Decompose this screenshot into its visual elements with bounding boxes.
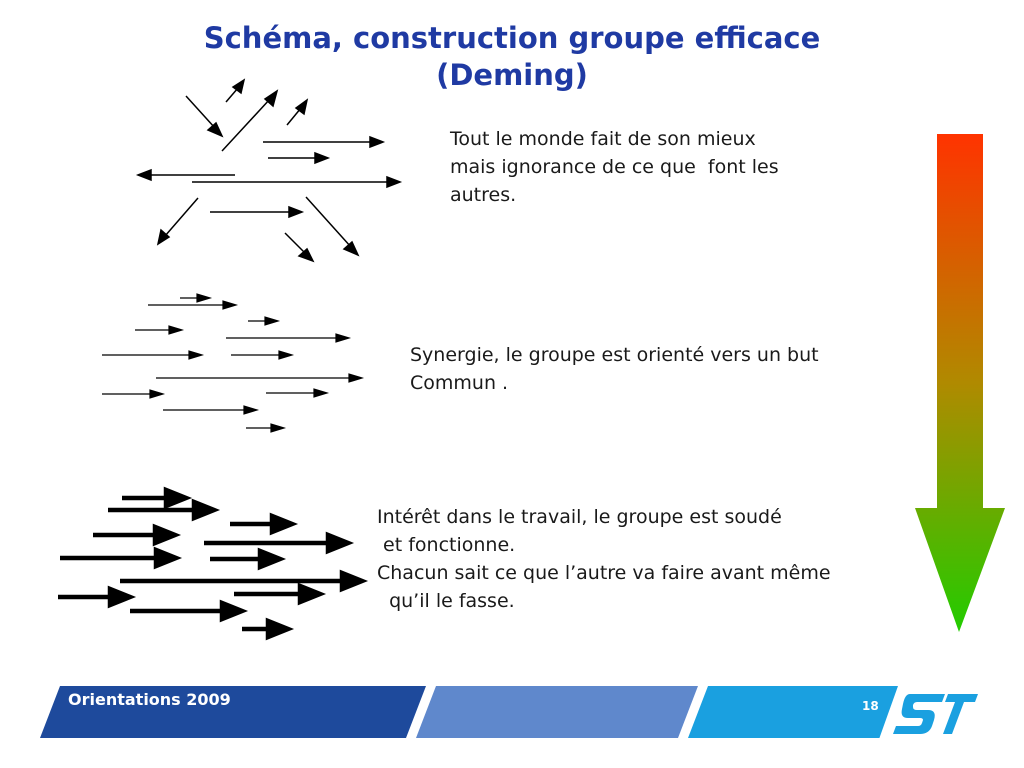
stage1-line: mais ignorance de ce que font les [450, 156, 779, 178]
scattered-arrow [138, 170, 235, 180]
bold-arrow [60, 550, 176, 566]
aligned-arrow [102, 351, 202, 359]
page-number: 18 [862, 699, 879, 713]
aligned-arrow [248, 317, 278, 325]
scattered-arrow [186, 96, 222, 136]
bold-arrow [210, 551, 280, 567]
aligned-arrow [266, 389, 327, 397]
scattered-arrow [306, 197, 358, 255]
bold-arrows-group [58, 490, 362, 637]
bold-arrow [93, 527, 175, 543]
scattered-arrow [210, 207, 302, 217]
aligned-arrow [180, 294, 210, 302]
scattered-arrow [285, 233, 313, 261]
progress-gradient-arrow [915, 134, 1005, 632]
stage3-line: Chacun sait ce que l’autre va faire avant même [377, 562, 831, 584]
scattered-arrow [226, 80, 244, 102]
stage3-line: Intérêt dans le travail, le groupe est soudé [377, 506, 782, 528]
bold-arrow [230, 516, 292, 532]
scattered-arrow [192, 177, 400, 187]
bold-arrow [122, 490, 186, 506]
bold-arrow [242, 621, 288, 637]
aligned-arrow [226, 334, 349, 342]
scattered-arrow [287, 100, 307, 125]
stage1-description [450, 125, 779, 209]
aligned-arrows-group [102, 294, 362, 432]
title-line-1: Schéma, construction groupe efficace [203, 21, 821, 55]
aligned-arrow [163, 406, 257, 414]
footer-label: Orientations 2009 [68, 690, 231, 709]
aligned-arrow [231, 351, 292, 359]
stage2-line: Commun . [410, 372, 509, 394]
stage2-description [410, 341, 819, 397]
stage3-line: et fonctionne. [377, 534, 516, 556]
stage3-description [377, 503, 831, 615]
scattered-arrows-group [138, 80, 400, 261]
scattered-arrow [263, 137, 383, 147]
title-line-2: (Deming) [436, 58, 588, 92]
stage1-line: Tout le monde fait de son mieux [450, 128, 756, 150]
aligned-arrow [135, 326, 182, 334]
bold-arrow [204, 535, 348, 551]
bold-arrow [58, 589, 130, 605]
bold-arrow [130, 603, 242, 619]
scattered-arrow [158, 198, 198, 244]
bold-arrow [120, 573, 362, 589]
bold-arrow [234, 586, 320, 602]
aligned-arrow [148, 301, 236, 309]
footer-band-mid [416, 686, 698, 738]
bold-arrow [108, 502, 214, 518]
aligned-arrow [102, 390, 163, 398]
stage1-line: autres. [450, 184, 517, 206]
aligned-arrow [156, 374, 362, 382]
stage3-line: qu’il le fasse. [377, 590, 515, 612]
stage2-line: Synergie, le groupe est orienté vers un but [410, 344, 819, 366]
aligned-arrow [246, 424, 284, 432]
scattered-arrow [268, 153, 328, 163]
